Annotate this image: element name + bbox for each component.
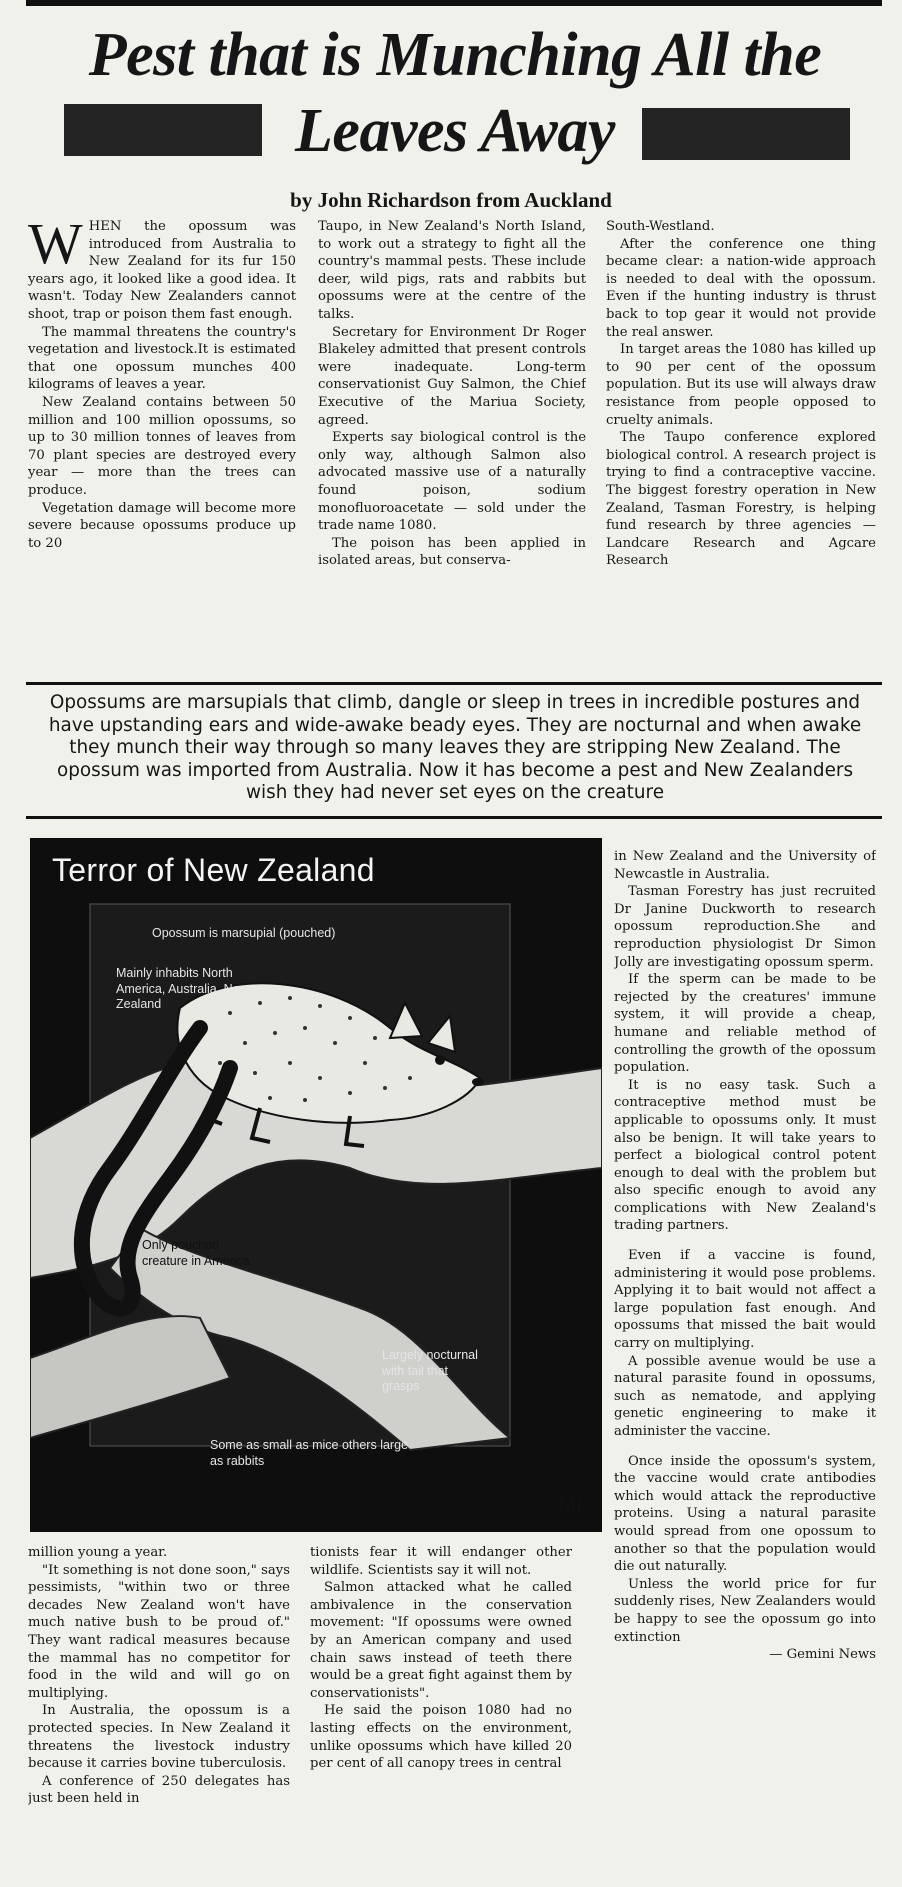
- article-paragraph: The mammal threatens the country's vegetation and livestock.It is estimated that one opossum munches 400 kilograms of leaves a year.: [28, 324, 296, 393]
- article-paragraph: In Australia, the opossum is a protected species. In New Zealand it threatens the livestock industry because it carries bovine tuberculosis.: [28, 1703, 290, 1772]
- note-size: Some as small as mice others large as rabbits: [210, 1438, 408, 1468]
- drop-cap: W: [28, 218, 83, 276]
- article-paragraph: A possible avenue would be use a natural parasite found in opossums, such as nematode, and applying genetic engineering to make it administer the vaccine.: [614, 1353, 876, 1439]
- article-column-3: [606, 218, 876, 674]
- note-pouched: Only pouched creature in America: [142, 1238, 250, 1268]
- article-paragraph: New Zealand contains between 50 million and 100 million opossums, so up to 30 million tonnes of leaves from 70 plant species are destroyed every year — more than the trees can produce.: [28, 394, 296, 498]
- article-column-right: [614, 848, 876, 1878]
- article-paragraph: "It something is not done soon," says pessimists, "within two or three decades New Zealand won't have much native bush to be proud of." They want radical measures because the mammal has no competitor for food in the wild and will go on multiplying.: [28, 1562, 290, 1701]
- photo-caption: Opossums are marsupials that climb, dangle or sleep in trees in incredible postures and have upstanding ears and wide-awake beady eyes. They are nocturnal and when awake they munch their way through so many leaves they are stripping New Zealand. The opossum was imported from Australia. Now it has become a pest and New Zealanders wish they had never set eyes on the creature: [48, 692, 862, 804]
- article-paragraph: The poison has been applied in isolated areas, but conserva-: [318, 535, 586, 569]
- article-paragraph: in New Zealand and the University of Newcastle in Australia.: [614, 849, 876, 882]
- article-credit: — Gemini News: [769, 1647, 876, 1663]
- note-habitat: Mainly inhabits North America, Australia, New Zealand: [116, 966, 249, 1011]
- article-paragraph: million young a year.: [28, 1545, 168, 1560]
- article-paragraph: Salmon attacked what he called ambivalence in the conservation movement: "If opossums were owned by an American company and used chain saws instead of teeth there would be a great fight against them by conservationists".: [310, 1580, 572, 1701]
- caption-rule-top: [26, 682, 882, 685]
- illustration-panel: [30, 838, 602, 1532]
- headline-black-bar-right: [642, 108, 850, 160]
- article-paragraph: The Taupo conference explored biological control. A research project is trying to find a contraceptive vaccine. The biggest forestry operation in New Zealand, Tasman Forestry, is helping fund research by three agencies — Landcare Research and Agcare Research: [606, 430, 876, 569]
- article-column-bottom-1: [28, 1544, 290, 1880]
- article-paragraph: Unless the world price for fur suddenly rises, New Zealanders would be happy to see the opossum go into extinction: [614, 1576, 876, 1645]
- note-marsupial: Opossum is marsupial (pouched): [152, 926, 336, 940]
- article-column-bottom-2: [310, 1544, 572, 1880]
- top-rule: [26, 0, 882, 6]
- article-paragraph: Taupo, in New Zealand's North Island, to work out a strategy to fight all the country's mammal pests. These include deer, wild pigs, rats and rabbits but opossums were at the centre of the talks.: [318, 219, 586, 322]
- article-paragraph: In target areas the 1080 has killed up to 90 per cent of the opossum population. But its use will always draw resistance from people opposed to cruelty animals.: [606, 342, 876, 428]
- article-paragraph: tionists fear it will endanger other wildlife. Scientists say it will not.: [310, 1545, 572, 1578]
- article-paragraph: A conference of 250 delegates has just been held in: [28, 1773, 290, 1807]
- artist-logo: Mi: [558, 1492, 583, 1517]
- headline-line-1: Pest that is Munching All the: [88, 21, 822, 89]
- caption-rule-bottom: [26, 816, 882, 819]
- article-paragraph: He said the poison 1080 had no lasting effects on the environment, unlike opossums which have killed 20 per cent of all canopy trees in central: [310, 1703, 572, 1772]
- illustration-title: Terror of New Zealand: [52, 852, 375, 888]
- article-paragraph: WHEN the opossum was introduced from Australia to New Zealand for its fur 150 years ago, it looked like a good idea. It wasn't. Today New Zealanders cannot shoot, trap or poison them fast enough.: [28, 218, 296, 322]
- note-nocturnal: Largely nocturnal with tail that grasps: [382, 1348, 478, 1393]
- article-paragraph: If the sperm can be made to be rejected by the creatures' immune system, it will provide a cheap, humane and reliable method of controlling the growth of the opossum population.: [614, 972, 876, 1076]
- article-paragraph: South-Westland.: [606, 219, 715, 234]
- article-column-1: [28, 218, 296, 674]
- byline: by John Richardson from Auckland: [290, 188, 612, 212]
- article-paragraph: After the conference one thing became clear: a nation-wide approach is needed to deal with the opossum. Even if the hunting industry is thrust back to top gear it would not provide the real answer.: [606, 236, 876, 340]
- article-paragraph: Once inside the opossum's system, the vaccine would crate antibodies which would attack the reproductive proteins. Using a natural parasite would spread from one opossum to another so that the population would die out naturally.: [614, 1453, 876, 1575]
- article-paragraph: Vegetation damage will become more severe because opossums produce up to 20: [28, 500, 296, 551]
- article-paragraph: Even if a vaccine is found, administering it would pose problems. Applying it to bait would not affect a large population fast enough. And opossums that missed the bait would carry on multiplying.: [614, 1248, 876, 1352]
- article-column-2: [318, 218, 586, 674]
- opossum-illustration: [30, 838, 602, 1532]
- article-paragraph: Experts say biological control is the only way, although Salmon also advocated massive use of a naturally found poison, sodium monofluoroacetate — sold under the trade name 1080.: [318, 430, 586, 534]
- article-paragraph: Tasman Forestry has just recruited Dr Janine Duckworth to research opossum reproduction.She and reproduction physiologist Dr Simon Jolly are investigating opossum sperm.: [614, 884, 876, 970]
- article-paragraph: It is no easy task. Such a contraceptive method must be applicable to opossums only. It must also be benign. It will take years to perfect a biological control potent enough to deal with the problem but also specific enough to avoid any complications with New Zealand's trading partners.: [614, 1077, 876, 1234]
- headline-line-2: Leaves Away: [295, 97, 615, 165]
- article-paragraph: Secretary for Environment Dr Roger Blakeley admitted that present controls were inadequate. Long-term conservationist Guy Salmon, the Chief Executive of the Mariua Society, agreed.: [318, 324, 586, 428]
